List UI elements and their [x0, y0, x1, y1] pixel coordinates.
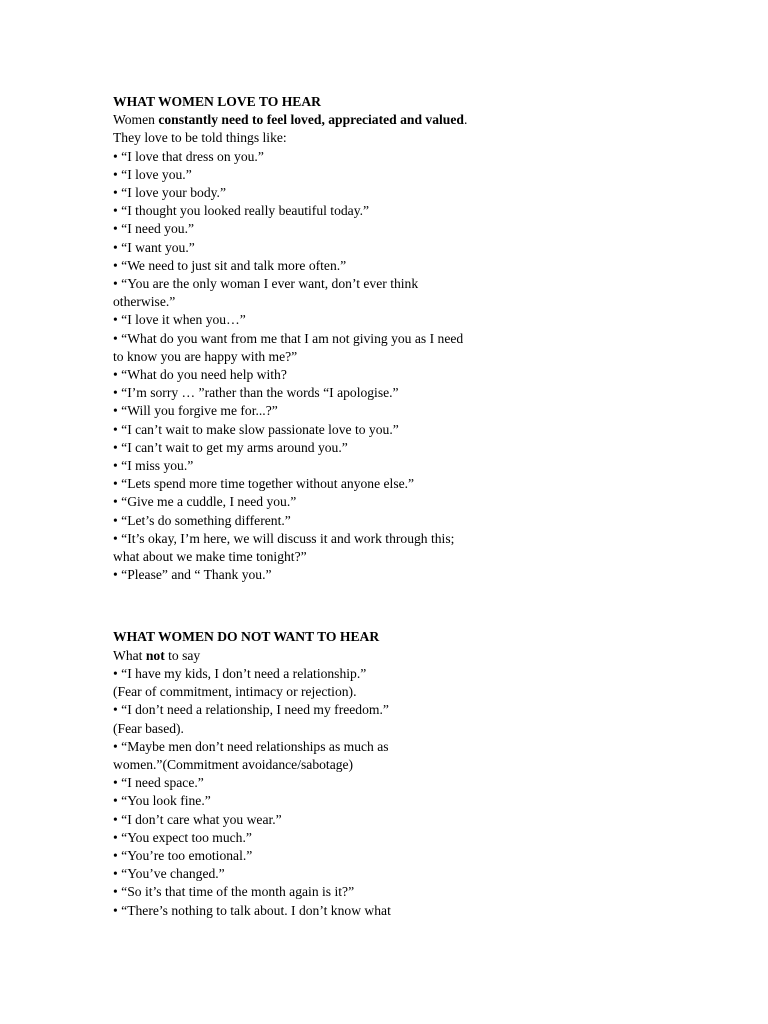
section-intro [113, 111, 473, 147]
list-item: • “I love your body.” [113, 185, 226, 201]
list-item: • “You look fine.” [113, 793, 211, 809]
list-item: • “I don’t need a relationship, I need my freedom.” [113, 702, 389, 718]
intro-prefix: Women [113, 112, 159, 128]
list-item: • “I thought you looked really beautiful today.” [113, 203, 370, 219]
intro-suffix: . They love to be told things like: [113, 112, 468, 146]
list-item: • “I miss you.” [113, 458, 194, 474]
list-item: • “Will you forgive me for...?” [113, 403, 278, 419]
list-item: • “I can’t wait to get my arms around you.” [113, 439, 348, 455]
list-item: • “Maybe men don’t need relationships as much as women.”(Commitment avoidance/sabotage) [113, 738, 389, 772]
list-item: • “I can’t wait to make slow passionate love to you.” [113, 421, 399, 437]
list-item: (Fear of commitment, intimacy or rejection). [113, 684, 357, 700]
list-item: • “I need you.” [113, 221, 194, 237]
section-do-not-want-to-hear [113, 628, 473, 919]
list-item: • “I need space.” [113, 775, 204, 791]
list-item: • “You are the only woman I ever want, don’t ever think otherwise.” [113, 276, 419, 310]
list-item: • “So it’s that time of the month again is it?” [113, 884, 355, 900]
intro-bold: not [145, 647, 165, 663]
list-item: • “I love you.” [113, 166, 192, 182]
list-item: • “Lets spend more time together without anyone else.” [113, 476, 415, 492]
phrase-list [113, 148, 473, 585]
list-item: (Fear based). [113, 720, 184, 736]
list-item: • “You’re too emotional.” [113, 847, 253, 863]
section-gap [113, 584, 473, 628]
list-item: • “You expect too much.” [113, 829, 252, 845]
list-item: • “We need to just sit and talk more often.” [113, 257, 347, 273]
list-item: • “You’ve changed.” [113, 866, 225, 882]
list-item: • “Let’s do something different.” [113, 512, 291, 528]
list-item: • “I love it when you…” [113, 312, 246, 328]
list-item: • “I don’t care what you wear.” [113, 811, 282, 827]
list-item: • “Give me a cuddle, I need you.” [113, 494, 297, 510]
list-item: • “What do you need help with? [113, 367, 287, 383]
list-item: • “Please” and “ Thank you.” [113, 567, 272, 583]
list-item: • “What do you want from me that I am not giving you as I need to know you are happy with me?” [113, 330, 464, 364]
phrase-list [113, 665, 473, 920]
intro-suffix: to say [164, 647, 201, 663]
intro-bold: constantly need to feel loved, appreciated and valued [158, 112, 464, 128]
list-item: • “I have my kids, I don’t need a relationship.” [113, 665, 367, 681]
list-item: • “I love that dress on you.” [113, 148, 264, 164]
list-item: • “I’m sorry … ”rather than the words “I apologise.” [113, 385, 399, 401]
section-title: WHAT WOMEN LOVE TO HEAR [113, 94, 321, 109]
document-page [113, 93, 473, 920]
list-item: • “There’s nothing to talk about. I don’t know what [113, 902, 391, 918]
section-love-to-hear [113, 93, 473, 584]
section-intro [113, 647, 473, 665]
list-item: • “It’s okay, I’m here, we will discuss it and work through this; what about we make time tonight?” [113, 530, 455, 565]
intro-prefix: What [113, 647, 146, 663]
list-item: • “I want you.” [113, 239, 195, 255]
section-title: WHAT WOMEN DO NOT WANT TO HEAR [113, 629, 380, 645]
